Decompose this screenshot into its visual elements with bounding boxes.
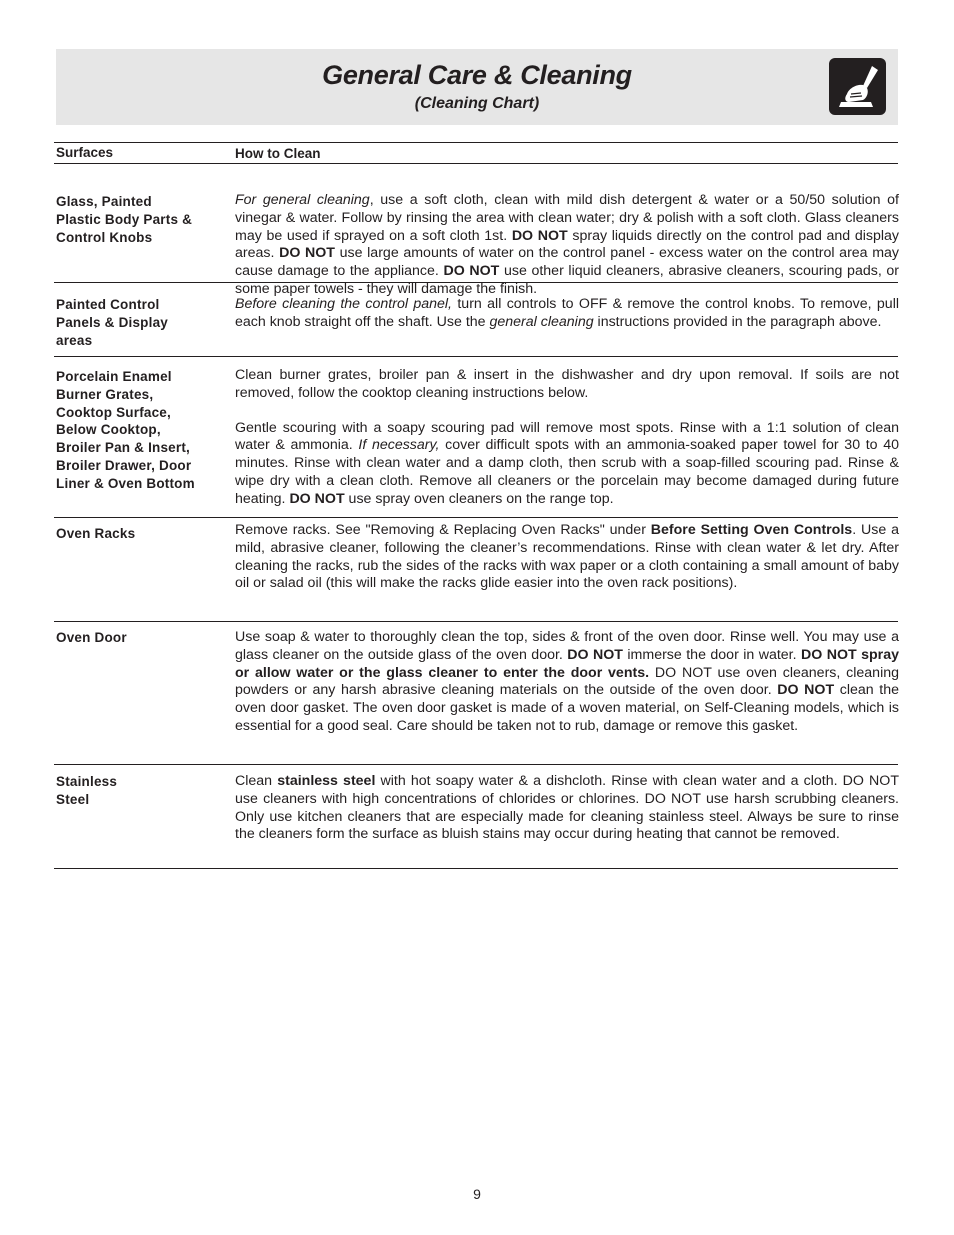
- text-segment: use spray oven cleaners on the range top.: [344, 490, 614, 507]
- italic-text: If necessary,: [358, 437, 440, 454]
- surface-line: Painted Control: [56, 297, 160, 312]
- header-band: [56, 49, 898, 125]
- table-row-glass-painted: [54, 164, 900, 297]
- surface-line: Cooktop Surface,: [56, 404, 171, 420]
- text-segment: clean the oven door gasket. The oven door gasket is made of a woven material, on Self-Cleaning models, which is essential for a good seal. Care should be taken not to rub, damage or remove this gasket.: [235, 682, 899, 734]
- instruction-paragraph: [235, 367, 899, 403]
- page-number: 9: [473, 1186, 481, 1202]
- text-segment: with hot soapy water & a dishcloth. Rinse with clean water and a cloth. DO NOT use cleaners with high concentrations of chlorides or chlorines. DO NOT use harsh scrubbing cleaners. Only use kitchen cleaners that are especially made for cleaning stainless steel. Always be sure to rinse the cleaners form the surface as bluish stains may occur during heating that cannot be removed.: [235, 773, 899, 843]
- surfaces-column-header: Surfaces: [56, 145, 114, 160]
- bold-text: DO NOT: [443, 263, 500, 280]
- bold-text: DO NOT spray or allow water or the glass cleaner to enter the door vents.: [235, 646, 899, 681]
- italic-text: general cleaning: [489, 313, 594, 330]
- text-segment: Clean: [235, 773, 278, 789]
- text-segment: Gentle scouring with a soapy scouring pad will remove most spots. Rinse with a 1:1 solution of clean water & ammonia.: [235, 419, 899, 454]
- text-segment: spray liquids directly on the control pad and display areas.: [235, 227, 900, 262]
- surface-line: Plastic Body Parts &: [56, 211, 193, 227]
- surface-line: Steel: [56, 791, 90, 807]
- surface-line: Oven Racks: [56, 526, 136, 541]
- bold-text: DO NOT: [511, 227, 568, 244]
- surface-line: Control Knobs: [56, 229, 153, 245]
- text-segment: immerse the door in water.: [622, 646, 802, 663]
- surface-line: Liner & Oven Bottom: [56, 475, 195, 491]
- surface-line: Broiler Drawer, Door: [56, 457, 192, 473]
- cleaning-instructions: [235, 367, 899, 509]
- surface-name: [56, 629, 221, 647]
- surface-line: areas: [56, 332, 93, 348]
- surface-line: Glass, Painted: [56, 194, 152, 209]
- page-subtitle: (Cleaning Chart): [414, 95, 540, 112]
- surface-name: [56, 368, 221, 493]
- surface-name: [56, 193, 221, 246]
- bold-text: DO NOT: [289, 490, 345, 507]
- table-row-porcelain-enamel: [54, 357, 898, 518]
- surface-line: Broiler Pan & Insert,: [56, 440, 190, 456]
- page-title: General Care & Cleaning: [322, 60, 632, 90]
- cleaning-instructions: [235, 296, 899, 332]
- surface-line: Porcelain Enamel: [56, 369, 172, 384]
- table-header-row: [54, 142, 898, 164]
- cleaning-instructions: [235, 773, 899, 844]
- text-segment: turn all controls to OFF & remove the control knobs. To remove, pull each knob straight off the shaft. Use the: [235, 296, 899, 330]
- surface-line: Panels & Display: [56, 314, 168, 330]
- instruction-paragraph: [235, 629, 899, 736]
- italic-text: For general cleaning: [235, 192, 370, 208]
- surface-line: Burner Grates,: [56, 386, 154, 402]
- cleaning-instructions: [235, 629, 899, 736]
- text-segment: Clean burner grates, broiler pan & insert in the dishwasher and dry upon removal. If soils are not removed, follow the cooktop cleaning instructions below.: [235, 367, 899, 401]
- bold-text: DO NOT: [567, 646, 623, 663]
- table-row-oven-racks: [54, 518, 898, 622]
- text-segment: Remove racks. See "Removing & Replacing Oven Racks" under: [235, 522, 651, 538]
- surface-line: Below Cooktop,: [56, 422, 161, 438]
- text-segment: cover difficult spots with an ammonia-soaked paper towel for 30 to 40 minutes. Rinse with clean water and a damp cloth, then scrub with a soap-filled scouring pad. Rinse & wipe dry with a clean cloth. Remove all cleaners or the porcelain may become damaged during future heating.: [235, 437, 900, 507]
- bold-text: Before Setting Oven Controls: [650, 522, 853, 538]
- instruction-paragraph: [235, 296, 899, 332]
- italic-text: Before cleaning the control panel,: [235, 296, 453, 312]
- cleaning-instructions: [235, 522, 899, 593]
- surface-name: [56, 525, 221, 543]
- text-segment: , use a soft cloth, clean with mild dish detergent & water or a 50/50 solution of vinegar & water. Follow by rinsing the area with clean water; dry & polish with a soft cloth. Glass cleaners may be used if sprayed on a soft cloth 1st.: [235, 192, 899, 244]
- surface-name: [56, 773, 221, 809]
- text-segment: . Use a mild, abrasive cleaner, following the cleaner’s recommendations. Rinse with clean water & let dry. After cleaning the racks, rub the sides of the racks with wax paper or a cloth containing a small amount of baby oil or salad oil (this will make the racks glide easier into the oven rack positions).: [235, 522, 899, 592]
- table-row-stainless-steel: [54, 765, 898, 869]
- surface-name: [56, 296, 221, 349]
- cleaning-hand-icon: [829, 58, 886, 115]
- instruction-paragraph: [235, 522, 899, 593]
- how-to-clean-column-header: How to Clean: [235, 146, 321, 161]
- table-row-painted-control-panels: [54, 283, 898, 357]
- table-row-oven-door: [54, 622, 898, 765]
- text-segment: use other liquid cleaners, abrasive cleaners, scouring pads, or some paper towels - they will damage the finish.: [235, 263, 899, 297]
- bold-text: DO NOT: [777, 682, 835, 699]
- instruction-paragraph: [235, 773, 899, 844]
- text-segment: DO NOT use oven cleaners, cleaning powders or any harsh abrasive cleaning materials on the outside of the oven door.: [235, 664, 899, 699]
- text-segment: use large amounts of water on the control panel - excess water on the control area may cause damage to the appliance.: [235, 245, 900, 280]
- surface-line: Stainless: [56, 774, 118, 789]
- surface-line: Oven Door: [56, 630, 127, 645]
- bold-text: stainless steel: [277, 773, 376, 789]
- text-segment: Use soap & water to thoroughly clean the top, sides & front of the oven door. Rinse well. You may use a glass cleaner on the outside glass of the oven door.: [235, 629, 899, 663]
- bold-text: DO NOT: [279, 245, 335, 262]
- text-segment: instructions provided in the paragraph above.: [593, 313, 882, 330]
- instruction-paragraph: [235, 420, 899, 509]
- cleaning-chart-table: [54, 142, 898, 869]
